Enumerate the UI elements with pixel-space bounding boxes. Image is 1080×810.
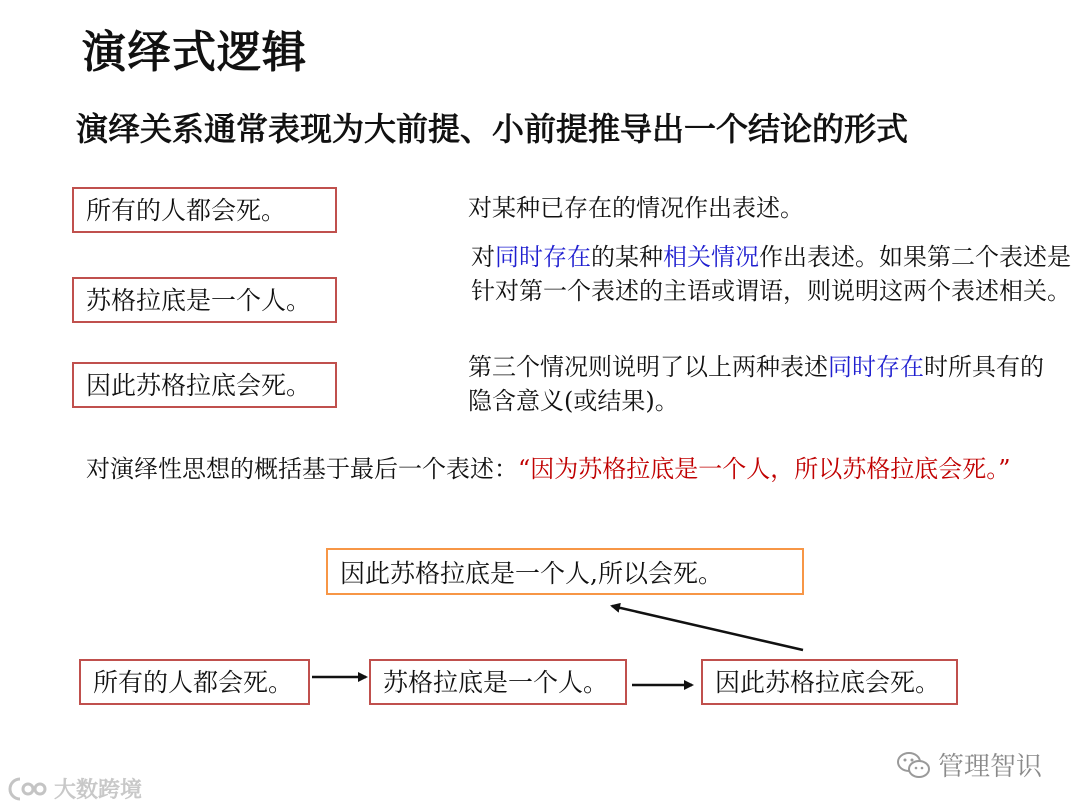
page-subtitle: 演绎关系通常表现为大前提、小前提推导出一个结论的形式 (76, 110, 909, 148)
conclusion-text: 因此苏格拉底是一个人,所以会死。 (340, 558, 723, 588)
description-3-part: 时所具有的隐含意义(或结果)。 (468, 353, 1044, 415)
flow-step-3-text: 因此苏格拉底会死。 (715, 667, 941, 697)
description-2-highlight: 同时存在 (495, 243, 591, 271)
arrow-step3-to-conclusion (612, 606, 803, 650)
brand-logo-icon (6, 775, 48, 803)
page-title: 演绎式逻辑 (82, 27, 307, 78)
wechat-icon (896, 750, 932, 780)
description-2-part: 对 (471, 243, 495, 271)
summary-quote: “因为苏格拉底是一个人，所以苏格拉底会死。” (518, 455, 1011, 483)
flow-step-1-text: 所有的人都会死。 (93, 667, 294, 697)
conclusion-premise-text: 因此苏格拉底会死。 (86, 370, 312, 400)
minor-premise-text: 苏格拉底是一个人。 (86, 285, 312, 315)
description-2-highlight: 相关情况 (663, 243, 759, 271)
watermark-left (6, 773, 142, 804)
major-premise-text: 所有的人都会死。 (86, 195, 287, 225)
watermark-right (896, 746, 1042, 783)
description-2-part: 的某种 (591, 243, 663, 271)
description-1: 对某种已存在的情况作出表述。 (468, 194, 804, 222)
description-2-part: 作出表述。如果第二个表述是针对第一个表述的主语或谓语，则说明这两个表述相关。 (471, 243, 1071, 305)
description-3-highlight: 同时存在 (828, 353, 924, 381)
flow-step-2-text: 苏格拉底是一个人。 (383, 667, 609, 697)
watermark-left-text: 大数跨境 (54, 778, 143, 803)
description-3-part: 第三个情况则说明了以上两种表述 (468, 353, 828, 381)
watermark-right-text: 管理智识 (938, 752, 1043, 782)
summary-lead: 对演绎性思想的概括基于最后一个表述： (86, 455, 518, 483)
